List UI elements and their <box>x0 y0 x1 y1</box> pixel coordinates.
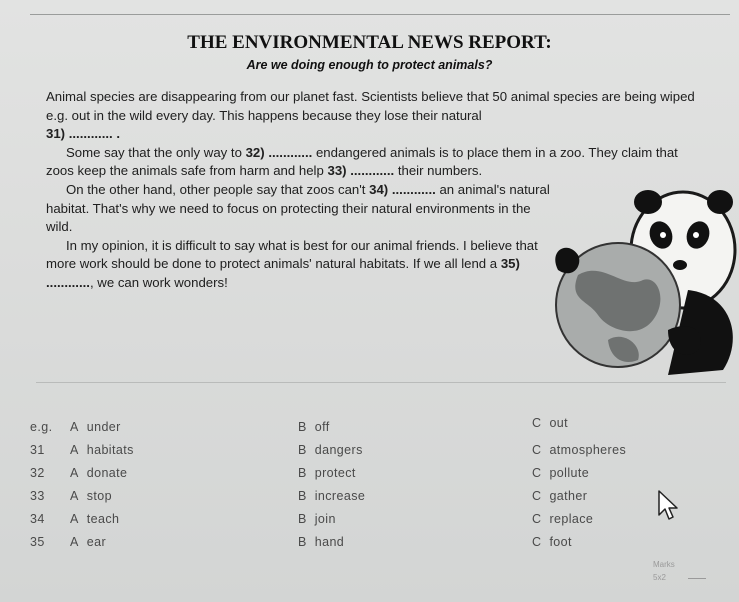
option-letter: B <box>298 420 307 434</box>
option-text: hand <box>314 535 345 549</box>
question-number: 34 <box>30 512 45 526</box>
option-row-34 <box>30 512 690 535</box>
panda-holding-globe-icon <box>548 180 738 375</box>
option-a[interactable] <box>70 420 121 434</box>
option-letter: A <box>70 420 79 434</box>
answer-options <box>30 416 690 558</box>
page-title: THE ENVIRONMENTAL NEWS REPORT: <box>187 32 552 53</box>
option-letter: C <box>532 535 542 549</box>
option-a[interactable] <box>70 489 112 503</box>
top-divider <box>30 14 730 15</box>
mouse-pointer-icon <box>657 489 681 521</box>
option-c[interactable] <box>532 535 572 549</box>
question-number: 32 <box>30 466 45 480</box>
marks-score: 5x2 <box>653 573 666 582</box>
option-text: protect <box>314 466 356 480</box>
option-letter: A <box>70 535 79 549</box>
option-text: gather <box>549 489 588 503</box>
option-text: pollute <box>549 466 590 480</box>
paragraph-2 <box>46 144 696 181</box>
paragraph-2-text-c: their numbers. <box>394 163 483 179</box>
option-b[interactable] <box>298 466 356 480</box>
option-text: donate <box>86 466 128 480</box>
option-text: off <box>314 420 330 434</box>
gap-32: 32) ............ <box>245 144 313 160</box>
paragraph-4 <box>46 237 541 293</box>
option-letter: C <box>532 466 542 480</box>
paragraph-3-text-b: an animal's natural habitat. That's why we need to focus on protecting their natural environments in the wild. <box>46 181 550 235</box>
option-text: under <box>86 420 121 434</box>
option-text: habitats <box>86 443 134 457</box>
option-letter: C <box>532 489 542 503</box>
option-b[interactable] <box>298 489 365 503</box>
option-a[interactable] <box>70 466 127 480</box>
option-row-31 <box>30 443 690 466</box>
marks-label: Marks <box>653 560 675 569</box>
option-letter: B <box>298 512 307 526</box>
gap-33: 33) ............ <box>327 163 395 179</box>
question-number: e.g. <box>30 420 53 434</box>
option-b[interactable] <box>298 535 344 549</box>
paragraph-2-text-a: Some say that the only way to <box>66 144 246 160</box>
option-letter: B <box>298 535 307 549</box>
question-number: 33 <box>30 489 45 503</box>
marks-box <box>653 558 675 584</box>
option-c[interactable] <box>532 443 626 457</box>
option-c[interactable] <box>532 466 589 480</box>
marks-answer-line <box>688 562 706 579</box>
gap-34: 34) ............ <box>369 181 436 197</box>
gap-31: 31) ............ . <box>46 126 121 142</box>
option-text: foot <box>549 535 572 549</box>
option-a[interactable] <box>70 512 119 526</box>
option-row-eg <box>30 416 690 443</box>
option-text: join <box>314 512 336 526</box>
paragraph-3-text-a: On the other hand, other people say that zoos can't <box>66 181 370 197</box>
paragraph-1 <box>46 88 696 144</box>
option-letter: C <box>532 443 542 457</box>
option-b[interactable] <box>298 420 330 434</box>
option-a[interactable] <box>70 535 106 549</box>
paragraph-3 <box>46 181 551 237</box>
option-letter: A <box>70 466 79 480</box>
paragraph-1-text: Animal species are disappearing from our planet fast. Scientists believe that 50 animal species are being wiped e.g. out in the wild every day. This happens because they lose their natural <box>46 89 695 123</box>
gap-35: 35) ............ <box>46 256 520 290</box>
question-number: 31 <box>30 443 45 457</box>
option-c[interactable] <box>532 512 593 526</box>
option-letter: B <box>298 489 307 503</box>
option-b[interactable] <box>298 443 363 457</box>
option-letter: A <box>70 443 79 457</box>
option-letter: B <box>298 443 307 457</box>
option-letter: C <box>532 416 542 430</box>
paragraph-2-text-b: endangered animals is to place them in a zoo. They claim that zoos keep the animals safe from harm and help <box>46 144 678 179</box>
option-c[interactable] <box>532 489 587 503</box>
option-row-35 <box>30 535 690 558</box>
paragraph-4-text-a: In my opinion, it is difficult to say what is best for our animal friends. I believe that more work should be done to protect animals' natural habitats. If we all lend a <box>46 237 538 272</box>
option-b[interactable] <box>298 512 336 526</box>
question-number: 35 <box>30 535 45 549</box>
option-text: ear <box>86 535 107 549</box>
option-text: replace <box>549 512 594 526</box>
option-row-33 <box>30 489 690 512</box>
option-text: dangers <box>314 443 363 457</box>
paragraph-4-text-b: , we can work wonders! <box>89 274 228 290</box>
section-divider <box>36 382 726 383</box>
option-text: teach <box>86 512 120 526</box>
page-subtitle: Are we doing enough to protect animals? <box>246 58 493 72</box>
option-c[interactable] <box>532 416 568 430</box>
option-letter: C <box>532 512 542 526</box>
option-letter: A <box>70 512 79 526</box>
option-letter: A <box>70 489 79 503</box>
option-text: out <box>549 416 569 430</box>
option-text: stop <box>86 489 112 503</box>
option-text: increase <box>314 489 366 503</box>
option-a[interactable] <box>70 443 134 457</box>
option-letter: B <box>298 466 307 480</box>
option-row-32 <box>30 466 690 489</box>
option-text: atmospheres <box>549 443 627 457</box>
